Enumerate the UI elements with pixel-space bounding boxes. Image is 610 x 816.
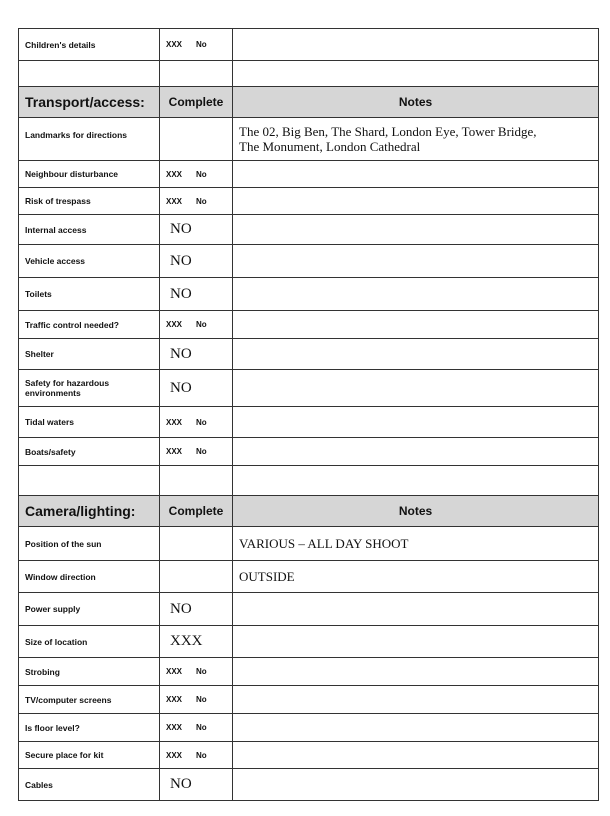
notes-cell: VARIOUS – ALL DAY SHOOT	[233, 527, 599, 561]
no-text: No	[196, 417, 207, 427]
table-row	[19, 714, 599, 742]
no-text: No	[196, 447, 207, 456]
table-row	[19, 742, 599, 769]
row-label: Power supply	[19, 593, 160, 626]
row-label: Position of the sun	[19, 527, 160, 561]
xxx-text: XXX	[166, 417, 183, 427]
table-row	[19, 161, 599, 188]
table-row	[19, 29, 599, 61]
location-checklist-table	[18, 28, 599, 801]
xxx-text: XXX	[166, 169, 183, 179]
complete-cell: NO	[160, 769, 233, 801]
notes-cell	[233, 118, 599, 161]
notes-cell	[233, 29, 599, 61]
complete-cell: NO	[160, 370, 233, 407]
table-row	[19, 593, 599, 626]
no-text: No	[196, 750, 207, 760]
row-label: Boats/safety	[19, 438, 160, 466]
xxx-text: XXX	[166, 447, 183, 456]
row-label: Toilets	[19, 278, 160, 311]
row-label: Cables	[19, 769, 160, 801]
section-header-transport	[19, 87, 599, 118]
xxx-text: XXX	[166, 723, 183, 732]
table-row	[19, 407, 599, 438]
row-label: Window direction	[19, 561, 160, 593]
xxx-text: XXX	[166, 667, 183, 676]
table-row	[19, 370, 599, 407]
row-label: Risk of trespass	[19, 188, 160, 215]
table-row	[19, 215, 599, 245]
xxx-text: XXX	[166, 40, 183, 49]
blank-row	[19, 61, 599, 87]
table-row	[19, 311, 599, 339]
no-text: No	[196, 169, 207, 179]
table-row	[19, 278, 599, 311]
row-label: Safety for hazardous environments	[19, 370, 160, 407]
complete-cell	[160, 29, 233, 61]
row-label: Tidal waters	[19, 407, 160, 438]
table-row	[19, 561, 599, 593]
complete-cell	[160, 161, 233, 188]
xxx-text: XXX	[166, 750, 183, 760]
table-row	[19, 626, 599, 658]
no-text: No	[196, 40, 207, 49]
complete-cell: NO	[160, 593, 233, 626]
no-text: No	[196, 196, 207, 206]
complete-cell	[160, 311, 233, 339]
row-label: Vehicle access	[19, 245, 160, 278]
row-label: Children's details	[19, 29, 160, 61]
row-label: Secure place for kit	[19, 742, 160, 769]
xxx-text: XXX	[166, 695, 183, 704]
complete-cell: NO	[160, 245, 233, 278]
row-label: Neighbour disturbance	[19, 161, 160, 188]
blank-row	[19, 466, 599, 496]
note-line: The 02, Big Ben, The Shard, London Eye, Tower Bridge,	[239, 124, 537, 139]
notes-cell: OUTSIDE	[233, 561, 599, 593]
complete-header: Complete	[160, 87, 233, 118]
table-row	[19, 438, 599, 466]
no-text: No	[196, 320, 207, 329]
row-label: Strobing	[19, 658, 160, 686]
row-label: TV/computer screens	[19, 686, 160, 714]
xxx-text: XXX	[166, 320, 183, 329]
row-label: Traffic control needed?	[19, 311, 160, 339]
complete-cell	[160, 438, 233, 466]
table-row	[19, 527, 599, 561]
no-text: No	[196, 695, 207, 704]
complete-cell: NO	[160, 339, 233, 370]
table-row	[19, 686, 599, 714]
note-line: The Monument, London Cathedral	[239, 139, 421, 154]
row-label: Internal access	[19, 215, 160, 245]
no-text: No	[196, 667, 207, 676]
complete-cell	[160, 118, 233, 161]
row-label: Is floor level?	[19, 714, 160, 742]
complete-cell	[160, 714, 233, 742]
notes-header: Notes	[233, 496, 599, 527]
section-title: Transport/access:	[19, 87, 160, 118]
row-label: Size of location	[19, 626, 160, 658]
no-text: No	[196, 723, 207, 732]
complete-cell: XXX	[160, 626, 233, 658]
table-row	[19, 769, 599, 801]
table-row	[19, 339, 599, 370]
table-row	[19, 245, 599, 278]
complete-cell	[160, 742, 233, 769]
complete-cell	[160, 407, 233, 438]
section-title: Camera/lighting:	[19, 496, 160, 527]
complete-header: Complete	[160, 496, 233, 527]
notes-header: Notes	[233, 87, 599, 118]
table-row	[19, 188, 599, 215]
row-label: Shelter	[19, 339, 160, 370]
xxx-text: XXX	[166, 196, 183, 206]
section-header-camera	[19, 496, 599, 527]
complete-cell: NO	[160, 215, 233, 245]
complete-cell	[160, 686, 233, 714]
table-row	[19, 118, 599, 161]
table-row	[19, 658, 599, 686]
complete-cell	[160, 658, 233, 686]
row-label: Landmarks for directions	[19, 118, 160, 161]
complete-cell: NO	[160, 278, 233, 311]
complete-cell	[160, 188, 233, 215]
